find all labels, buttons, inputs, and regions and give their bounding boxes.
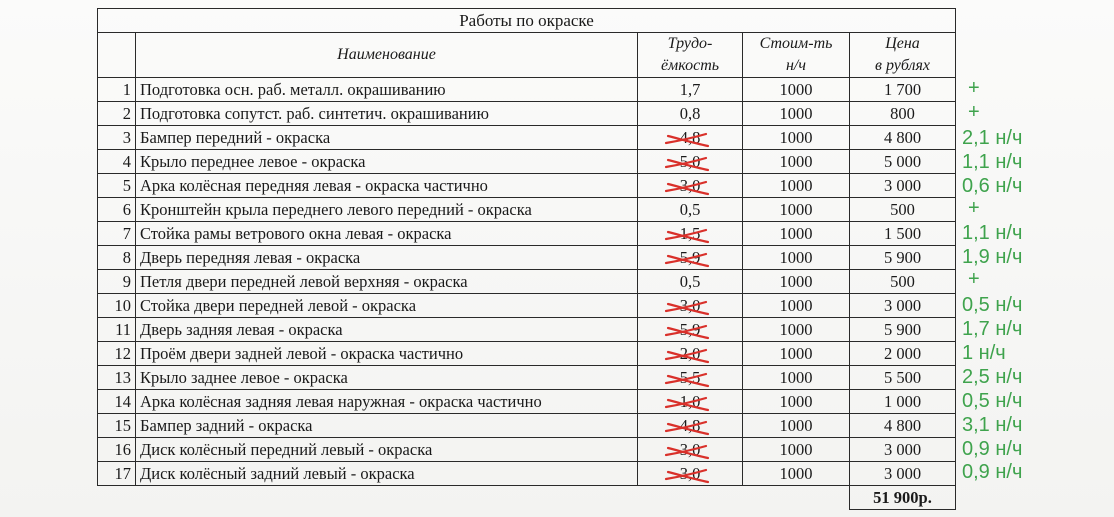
row-price: 500 xyxy=(850,270,956,294)
table-title-row xyxy=(98,9,956,33)
table-row xyxy=(98,246,956,270)
row-labor xyxy=(638,438,743,462)
table-row xyxy=(98,78,956,102)
row-name: Бампер задний - окраска xyxy=(136,414,638,438)
handwritten-note: + xyxy=(968,100,980,123)
total-amount: 51 900р. xyxy=(850,486,956,510)
row-cost: 1000 xyxy=(743,294,850,318)
row-number: 12 xyxy=(98,342,136,366)
table-row xyxy=(98,318,956,342)
row-labor xyxy=(638,78,743,102)
row-cost: 1000 xyxy=(743,246,850,270)
row-labor xyxy=(638,342,743,366)
row-number: 15 xyxy=(98,414,136,438)
handwritten-note: + xyxy=(968,268,980,291)
row-name: Арка колёсная передняя левая - окраска частично xyxy=(136,174,638,198)
handwritten-note: + xyxy=(968,77,980,99)
row-price: 1 700 xyxy=(850,78,956,102)
total-spacer xyxy=(136,486,638,510)
row-labor xyxy=(638,150,743,174)
row-name: Дверь задняя левая - окраска xyxy=(136,318,638,342)
row-labor-value: 2,0 xyxy=(679,343,701,363)
total-row xyxy=(98,486,956,510)
row-cost: 1000 xyxy=(743,102,850,126)
row-price: 500 xyxy=(850,198,956,222)
row-labor xyxy=(638,198,743,222)
handwritten-note: + xyxy=(968,196,980,219)
row-number: 11 xyxy=(98,318,136,342)
row-name: Диск колёсный задний левый - окраска xyxy=(136,462,638,486)
row-cost: 1000 xyxy=(743,342,850,366)
table-row xyxy=(98,366,956,390)
row-number: 17 xyxy=(98,462,136,486)
header-number xyxy=(98,33,136,78)
row-cost: 1000 xyxy=(743,390,850,414)
handwritten-note: 3,1 н/ч xyxy=(962,413,1023,436)
row-labor-value: 5,9 xyxy=(679,247,701,267)
header-cost-line1: Стоим-ть xyxy=(759,35,833,52)
row-labor-value: 3,0 xyxy=(679,295,701,315)
row-price: 1 000 xyxy=(850,390,956,414)
header-labor-line2: ёмкость xyxy=(660,57,720,74)
row-name: Бампер передний - окраска xyxy=(136,126,638,150)
row-labor xyxy=(638,270,743,294)
row-labor-value: 1,0 xyxy=(679,391,701,411)
row-labor xyxy=(638,414,743,438)
row-name: Стойка двери передней левой - окраска xyxy=(136,294,638,318)
row-labor-value: 1,5 xyxy=(679,223,701,243)
row-price: 5 500 xyxy=(850,366,956,390)
row-cost: 1000 xyxy=(743,198,850,222)
row-number: 14 xyxy=(98,390,136,414)
row-labor-value: 0,5 xyxy=(679,271,701,291)
paint-works-table xyxy=(97,8,956,510)
row-labor-value: 3,0 xyxy=(679,463,701,483)
row-cost: 1000 xyxy=(743,462,850,486)
handwritten-note: 0,9 н/ч xyxy=(962,437,1023,460)
row-name: Подготовка осн. раб. металл. окрашиванию xyxy=(136,78,638,102)
handwritten-note: 1,1 н/ч xyxy=(962,222,1023,245)
header-labor xyxy=(638,33,743,78)
table-row xyxy=(98,150,956,174)
row-name: Стойка рамы ветрового окна левая - окраска xyxy=(136,222,638,246)
row-labor xyxy=(638,294,743,318)
row-number: 9 xyxy=(98,270,136,294)
header-cost xyxy=(743,33,850,78)
table-row xyxy=(98,438,956,462)
row-number: 2 xyxy=(98,102,136,126)
total-spacer xyxy=(638,486,743,510)
row-labor-value: 4,8 xyxy=(679,127,701,147)
row-number: 10 xyxy=(98,294,136,318)
row-cost: 1000 xyxy=(743,222,850,246)
row-labor-value: 4,8 xyxy=(679,415,701,435)
handwritten-note: 0,5 н/ч xyxy=(962,389,1023,412)
row-name: Крыло заднее левое - окраска xyxy=(136,366,638,390)
row-cost: 1000 xyxy=(743,150,850,174)
row-price: 5 000 xyxy=(850,150,956,174)
row-name: Кронштейн крыла переднего левого передний - окраска xyxy=(136,198,638,222)
row-name: Подготовка сопутст. раб. синтетич. окрашиванию xyxy=(136,102,638,126)
row-labor xyxy=(638,222,743,246)
row-price: 5 900 xyxy=(850,318,956,342)
row-labor xyxy=(638,390,743,414)
row-labor xyxy=(638,366,743,390)
row-labor xyxy=(638,462,743,486)
row-number: 4 xyxy=(98,150,136,174)
row-labor-value: 5,9 xyxy=(679,319,701,339)
table-row xyxy=(98,102,956,126)
row-name: Проём двери задней левой - окраска частично xyxy=(136,342,638,366)
row-price: 2 000 xyxy=(850,342,956,366)
header-name: Наименование xyxy=(136,33,638,78)
row-labor xyxy=(638,102,743,126)
table-row xyxy=(98,414,956,438)
row-price: 3 000 xyxy=(850,294,956,318)
row-cost: 1000 xyxy=(743,174,850,198)
row-number: 6 xyxy=(98,198,136,222)
handwritten-note: 0,9 н/ч xyxy=(962,461,1023,484)
table-row xyxy=(98,462,956,486)
row-number: 5 xyxy=(98,174,136,198)
row-cost: 1000 xyxy=(743,318,850,342)
row-labor-value: 3,0 xyxy=(679,175,701,195)
row-name: Арка колёсная задняя левая наружная - окраска частично xyxy=(136,390,638,414)
row-name: Петля двери передней левой верхняя - окраска xyxy=(136,270,638,294)
row-name: Дверь передняя левая - окраска xyxy=(136,246,638,270)
row-price: 800 xyxy=(850,102,956,126)
table-row xyxy=(98,198,956,222)
row-number: 16 xyxy=(98,438,136,462)
row-labor-value: 5,0 xyxy=(679,151,701,171)
row-name: Крыло переднее левое - окраска xyxy=(136,150,638,174)
table-row xyxy=(98,222,956,246)
handwritten-note: 1,7 н/ч xyxy=(962,318,1023,340)
table-row xyxy=(98,270,956,294)
header-price xyxy=(850,33,956,78)
row-number: 3 xyxy=(98,126,136,150)
row-number: 7 xyxy=(98,222,136,246)
row-labor xyxy=(638,174,743,198)
row-labor xyxy=(638,318,743,342)
row-cost: 1000 xyxy=(743,78,850,102)
row-labor-value: 5,5 xyxy=(679,367,701,387)
table-row xyxy=(98,126,956,150)
row-price: 4 800 xyxy=(850,126,956,150)
row-price: 3 000 xyxy=(850,174,956,198)
row-price: 3 000 xyxy=(850,438,956,462)
header-cost-line2: н/ч xyxy=(785,57,806,74)
row-price: 4 800 xyxy=(850,414,956,438)
row-name: Диск колёсный передний левый - окраска xyxy=(136,438,638,462)
row-labor-value: 1,7 xyxy=(679,79,701,99)
header-price-line1: Цена xyxy=(885,35,920,52)
row-number: 8 xyxy=(98,246,136,270)
header-labor-line1: Трудо- xyxy=(667,35,713,52)
row-price: 5 900 xyxy=(850,246,956,270)
handwritten-note: 0,5 н/ч xyxy=(962,294,1023,317)
table-header-row xyxy=(98,33,956,78)
handwritten-note: 1,9 н/ч xyxy=(962,246,1023,269)
row-labor-value: 3,0 xyxy=(679,439,701,459)
header-price-line2: в рублях xyxy=(875,57,930,74)
handwritten-note: 0,6 н/ч xyxy=(962,174,1023,197)
row-cost: 1000 xyxy=(743,414,850,438)
row-labor-value: 0,8 xyxy=(679,103,701,123)
total-spacer xyxy=(743,486,850,510)
row-labor-value: 0,5 xyxy=(679,199,701,219)
table-title: Работы по окраске xyxy=(98,9,956,33)
row-number: 1 xyxy=(98,78,136,102)
table-row xyxy=(98,390,956,414)
table-row xyxy=(98,342,956,366)
handwritten-note: 1,1 н/ч xyxy=(962,150,1023,173)
row-cost: 1000 xyxy=(743,270,850,294)
row-labor xyxy=(638,126,743,150)
table-row xyxy=(98,294,956,318)
total-spacer xyxy=(98,486,136,510)
row-cost: 1000 xyxy=(743,438,850,462)
handwritten-note: 2,5 н/ч xyxy=(962,365,1023,388)
row-cost: 1000 xyxy=(743,126,850,150)
row-labor xyxy=(638,246,743,270)
handwritten-note: 2,1 н/ч xyxy=(962,126,1023,149)
row-cost: 1000 xyxy=(743,366,850,390)
row-price: 1 500 xyxy=(850,222,956,246)
handwritten-note: 1 н/ч xyxy=(962,341,1006,364)
row-price: 3 000 xyxy=(850,462,956,486)
table-row xyxy=(98,174,956,198)
row-number: 13 xyxy=(98,366,136,390)
